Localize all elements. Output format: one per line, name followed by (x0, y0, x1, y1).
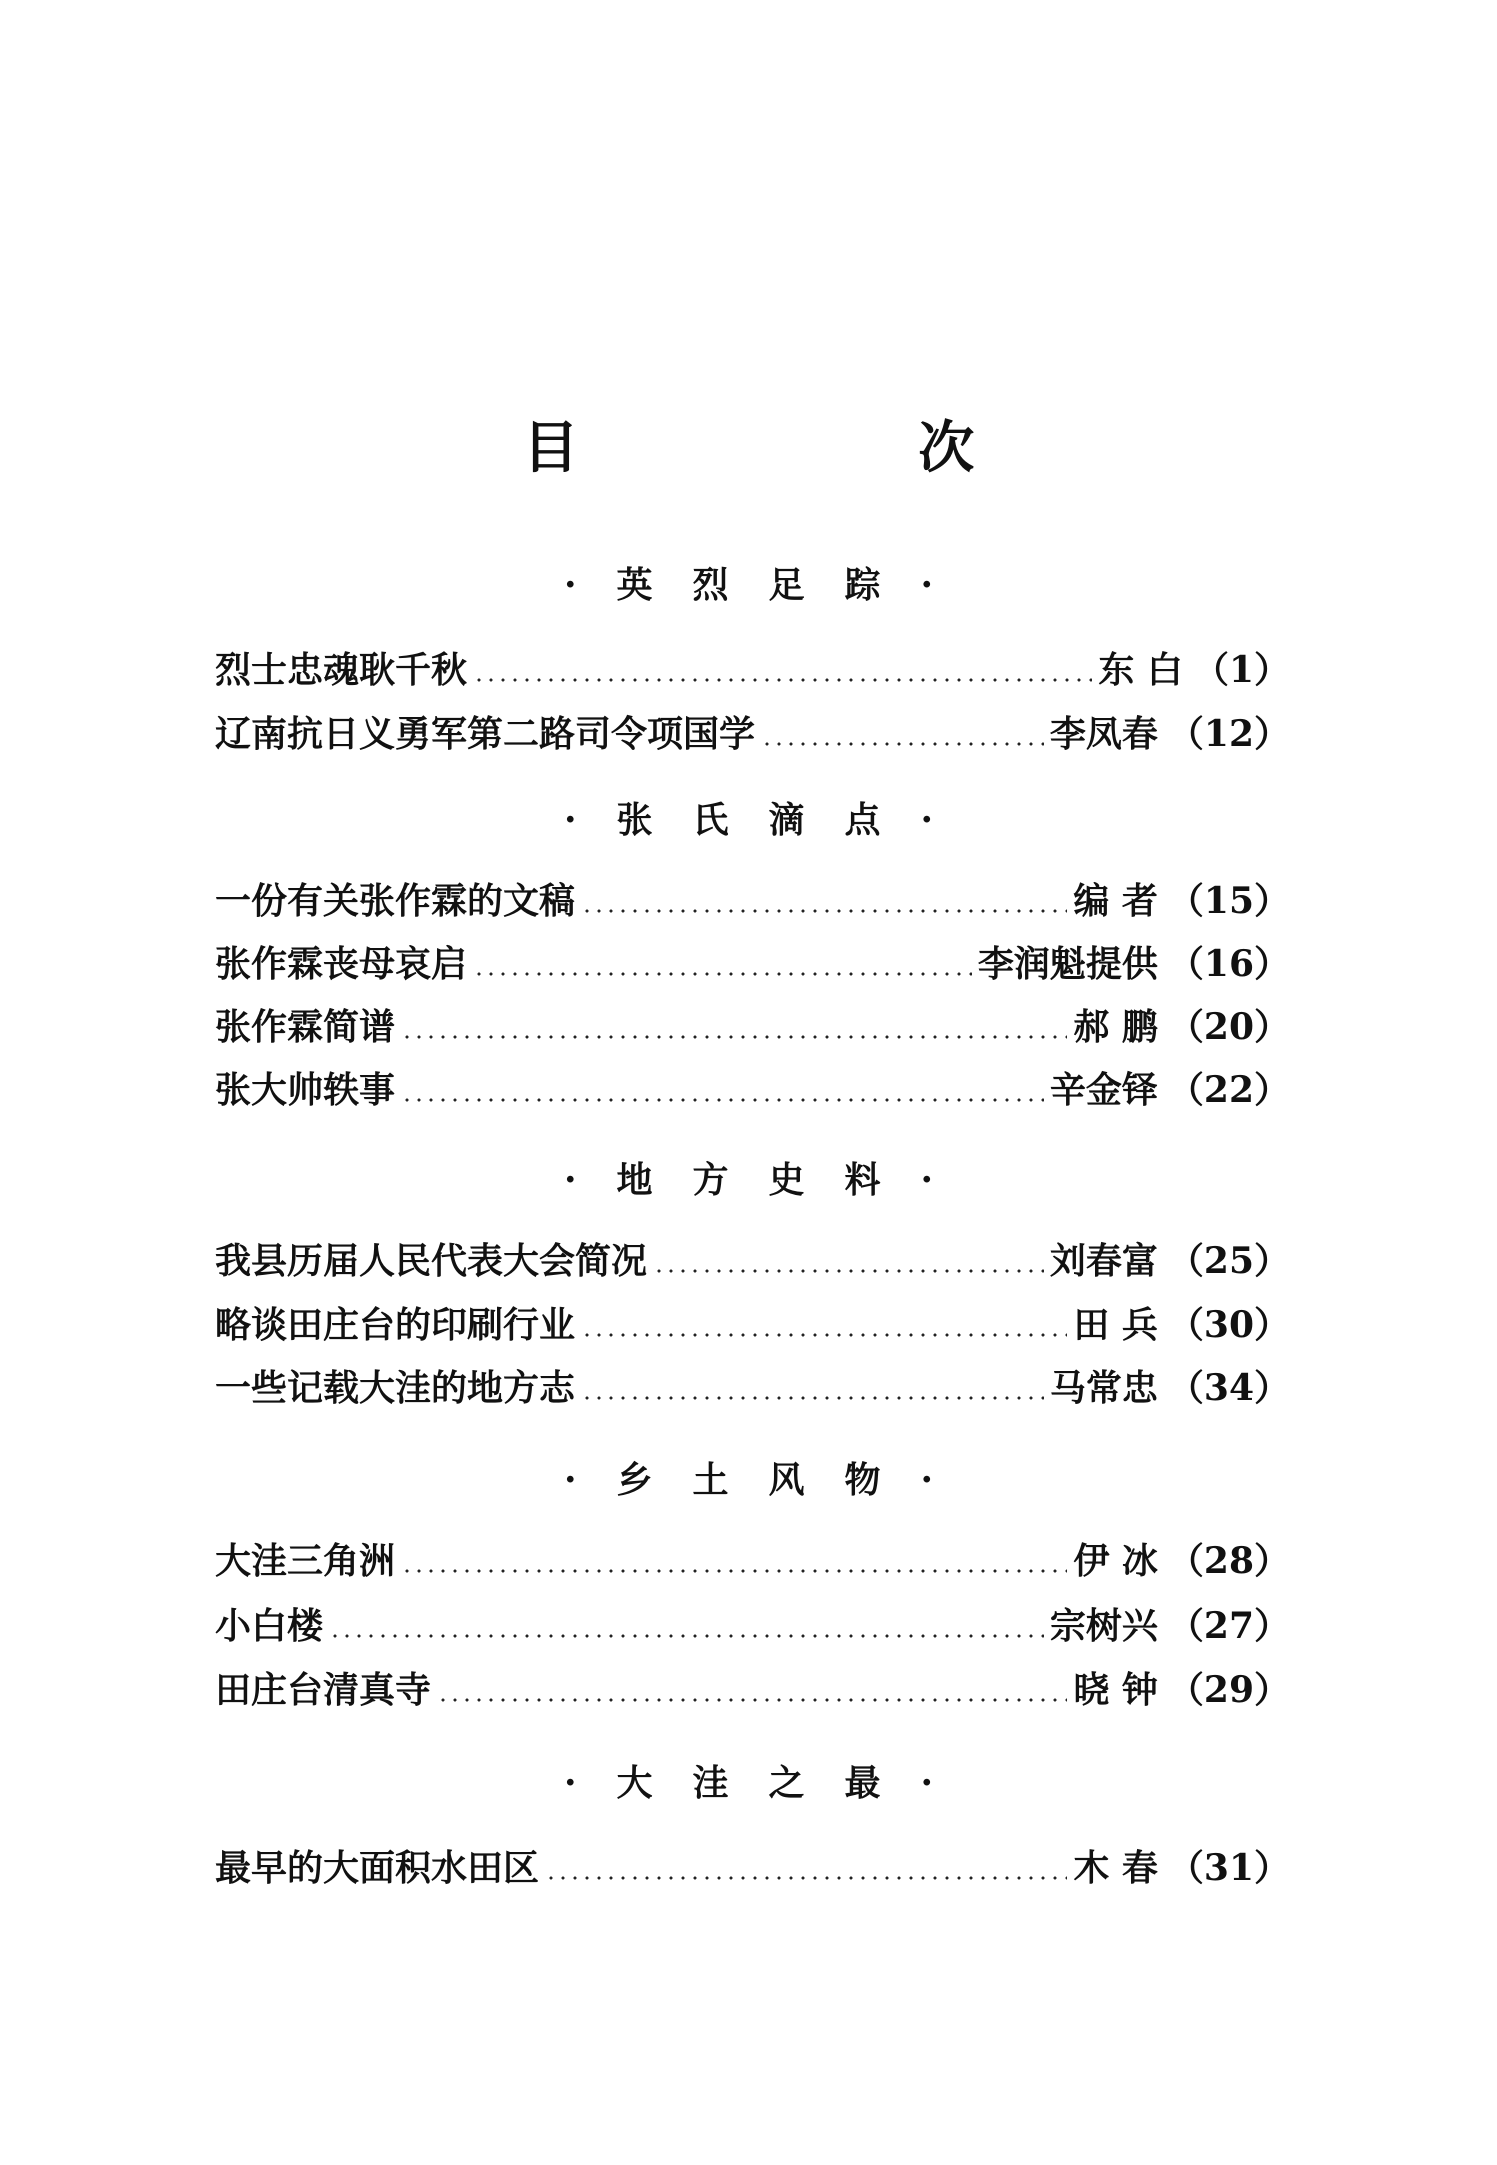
dot-leader (401, 1035, 1067, 1039)
entry-title: 田庄台清真寺 (215, 1669, 432, 1711)
entry-author: 田 兵 (1073, 1304, 1158, 1346)
dot-leader (653, 1269, 1044, 1273)
toc-entry[interactable] (215, 1235, 1290, 1287)
entry-page: （22） (1167, 1069, 1290, 1111)
entry-author: 李凤春 (1049, 713, 1158, 755)
entry-page: （1） (1192, 649, 1290, 691)
entry-title: 烈士忠魂耿千秋 (215, 649, 468, 691)
toc-entry[interactable] (215, 708, 1290, 760)
entry-author: 东 白 (1098, 649, 1183, 691)
entry-title: 我县历届人民代表大会简况 (215, 1240, 648, 1282)
entry-page: （28） (1167, 1540, 1290, 1582)
entry-page: （16） (1167, 943, 1290, 985)
entry-author: 宗树兴 (1049, 1605, 1158, 1647)
entry-title: 张作霖简谱 (215, 1006, 396, 1048)
entry-title: 一份有关张作霖的文稿 (215, 880, 576, 922)
entry-title: 张大帅轶事 (215, 1069, 396, 1111)
entry-page: （12） (1167, 713, 1290, 755)
section-heading-zhang: ·张氏滴点· (563, 799, 974, 841)
entry-page: （15） (1167, 880, 1290, 922)
dot-leader (581, 1396, 1044, 1400)
toc-entry[interactable] (215, 1600, 1290, 1652)
entry-title: 大洼三角洲 (215, 1540, 396, 1582)
toc-entry[interactable] (215, 1299, 1290, 1351)
entry-author: 晓 钟 (1073, 1669, 1158, 1711)
dot-leader (473, 678, 1092, 682)
entry-author: 郝 鹏 (1073, 1006, 1158, 1048)
entry-page: （27） (1167, 1605, 1290, 1647)
dot-leader (473, 972, 972, 976)
entry-title: 辽南抗日义勇军第二路司令项国学 (215, 713, 756, 755)
entry-title: 张作霖丧母哀启 (215, 943, 468, 985)
section-heading-history: ·地方史料· (563, 1159, 974, 1201)
toc-entry[interactable] (215, 1664, 1290, 1716)
section-heading-local: ·乡土风物· (563, 1459, 974, 1501)
entry-author: 刘春富 (1049, 1240, 1158, 1282)
page-title: 目 次 (522, 415, 1135, 481)
toc-entry[interactable] (215, 1362, 1290, 1414)
entry-page: （31） (1167, 1847, 1290, 1889)
dot-leader (401, 1098, 1044, 1102)
dot-leader (437, 1698, 1067, 1702)
entry-author: 编 者 (1073, 880, 1158, 922)
entry-author: 伊 冰 (1073, 1540, 1158, 1582)
entry-author: 木 春 (1073, 1847, 1158, 1889)
entry-page: （29） (1167, 1669, 1290, 1711)
entry-title: 略谈田庄台的印刷行业 (215, 1304, 576, 1346)
section-heading-heroes: ·英烈足踪· (563, 564, 974, 606)
entry-title: 一些记载大洼的地方志 (215, 1367, 576, 1409)
toc-entry[interactable] (215, 644, 1290, 696)
toc-entry[interactable] (215, 1535, 1290, 1587)
dot-leader (329, 1634, 1044, 1638)
toc-entry[interactable] (215, 1001, 1290, 1053)
entry-page: （25） (1167, 1240, 1290, 1282)
entry-title: 小白楼 (215, 1605, 324, 1647)
toc-entry[interactable] (215, 938, 1290, 990)
dot-leader (581, 909, 1067, 913)
entry-author: 辛金铎 (1049, 1069, 1158, 1111)
entry-title: 最早的大面积水田区 (215, 1847, 540, 1889)
dot-leader (761, 742, 1044, 746)
dot-leader (581, 1333, 1067, 1337)
entry-author: 马常忠 (1049, 1367, 1158, 1409)
dot-leader (401, 1569, 1067, 1573)
entry-page: （20） (1167, 1006, 1290, 1048)
entry-author: 李润魁提供 (977, 943, 1158, 985)
toc-entry[interactable] (215, 1842, 1290, 1894)
toc-entry[interactable] (215, 875, 1290, 927)
toc-entry[interactable] (215, 1064, 1290, 1116)
entry-page: （34） (1167, 1367, 1290, 1409)
section-heading-dawa: ·大洼之最· (563, 1762, 974, 1804)
dot-leader (545, 1876, 1067, 1880)
entry-page: （30） (1167, 1304, 1290, 1346)
